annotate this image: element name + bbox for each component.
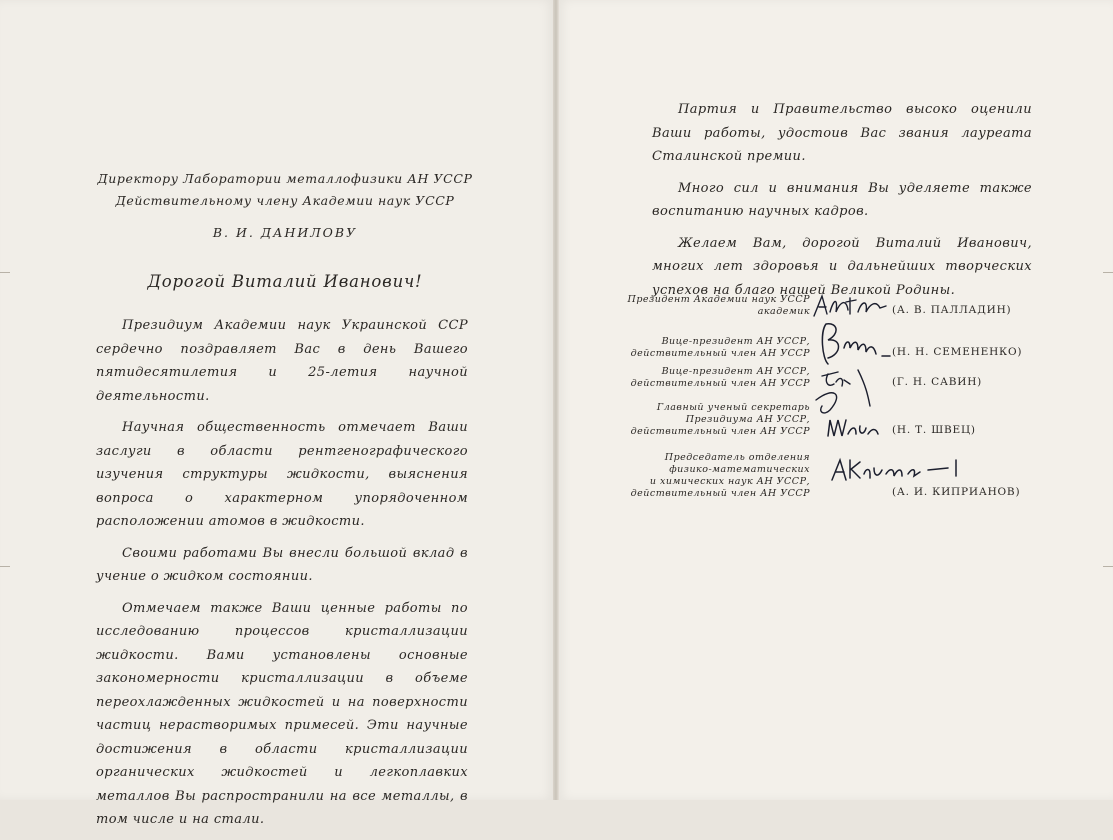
signature-block xyxy=(610,290,1050,510)
paragraph: Много сил и внимания Вы уделяете также воспитанию научных кадров. xyxy=(652,180,1032,219)
letter-body-right xyxy=(652,98,1032,310)
letter-body-left xyxy=(96,314,468,840)
paragraph: Отмечаем также Ваши ценные работы по исследованию процессов кристаллизации жидкости. Вами установлены основные закономерности кристаллизации в объеме переохлажденных жидкостей и на поверхности частиц нерастворимых примесей. Эти научные достижения в области кристаллизации органических жидкостей и легкоплавких металлов Вы распространили на все металлы, в том числе и на стали. xyxy=(96,600,468,827)
addressee-name: В. И. ДАНИЛОВУ xyxy=(212,225,358,240)
signatory-name: (Н. Т. ШВЕЦ) xyxy=(892,424,976,436)
signatory-name: (Г. Н. САВИН) xyxy=(892,376,983,388)
signature-kiprianov xyxy=(828,456,968,486)
signatory-title xyxy=(610,294,810,318)
salutation: Дорогой Виталий Иванович! xyxy=(147,272,423,291)
title-line: действительный член АН УССР xyxy=(630,348,810,359)
signatory-title xyxy=(610,366,810,390)
addressee-line: Действительному члену Академии наук УССР xyxy=(115,193,455,208)
title-line: Вице-президент АН УССР, xyxy=(661,366,810,377)
page-edge-mark xyxy=(0,566,10,567)
signature-shvets xyxy=(824,414,884,444)
signatory-title xyxy=(610,452,810,500)
title-line: Председатель отделения xyxy=(664,452,810,463)
title-line: и химических наук АН УССР, xyxy=(649,476,810,487)
title-line: действительный член АН УССР xyxy=(630,426,810,437)
title-line: действительный член АН УССР xyxy=(630,378,810,389)
title-line: Президент Академии наук УССР xyxy=(627,294,810,305)
signatory-title xyxy=(610,402,810,438)
title-line: физико-математических xyxy=(669,464,810,475)
paragraph: Научная общественность отмечает Ваши заслуги в области рентгенографического изучения структуры жидкости, выяснения вопроса о характерном упорядоченном расположении атомов в жидкости. xyxy=(96,420,468,529)
page-fold xyxy=(553,0,559,800)
page-edge-mark xyxy=(1103,566,1113,567)
paragraph: Президиум Академии наук Украинской ССР сердечно поздравляет Вас в день Вашего пятидесятилетия и 25-летия научной деятельности. xyxy=(96,318,468,404)
page-edge-mark xyxy=(0,272,10,273)
addressee-line: Директору Лаборатории металлофизики АН УССР xyxy=(97,171,473,186)
title-line: действительный член АН УССР xyxy=(630,488,810,499)
title-line: Вице-президент АН УССР, xyxy=(661,336,810,347)
signatory-name: (Н. Н. СЕМЕНЕНКО) xyxy=(892,346,1023,358)
page-edge-mark xyxy=(1103,272,1113,273)
signatory-title xyxy=(610,336,810,360)
addressee-block xyxy=(70,168,500,244)
title-line: Президиума АН УССР, xyxy=(685,414,810,425)
paragraph: Желаем Вам, дорогой Виталий Иванович, многих лет здоровья и дальнейших творческих успехов на благо нашей Великой Родины. xyxy=(652,235,1032,298)
title-line: Главный ученый секретарь xyxy=(656,402,810,413)
signatory-name: (А. И. КИПРИАНОВ) xyxy=(892,486,1021,498)
paragraph: Своими работами Вы внесли большой вклад в учение о жидком состоянии. xyxy=(96,545,468,584)
paragraph: Партия и Правительство высоко оценили Ваши работы, удостоив Вас звания лауреата Сталинской премии. xyxy=(652,102,1032,164)
title-line: академик xyxy=(757,306,810,317)
signatory-name: (А. В. ПАЛЛАДИН) xyxy=(892,304,1012,316)
